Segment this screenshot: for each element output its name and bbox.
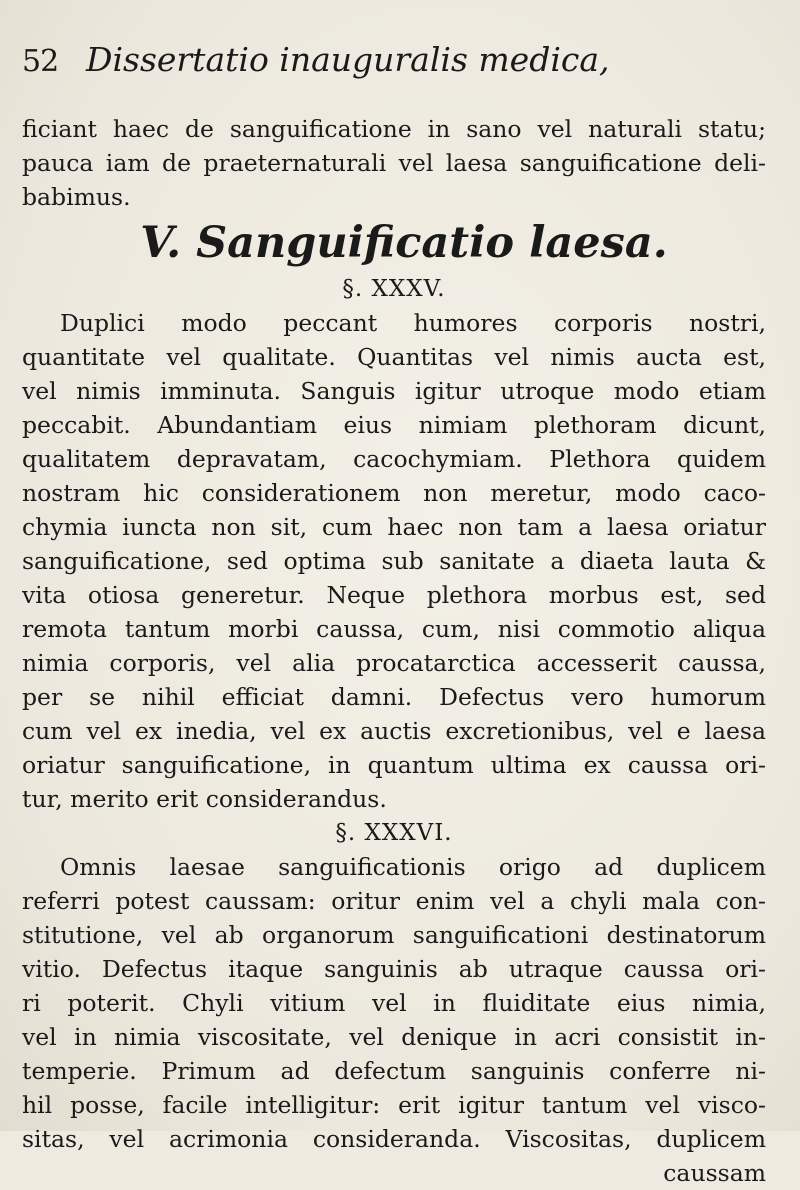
catchword: caussam — [663, 1159, 766, 1187]
text-line: sanguificatione, sed optima sub sanitate a diaeta lauta & — [22, 547, 766, 575]
text-line: pauca iam de praeternaturali vel laesa sanguificatione deli- — [22, 149, 766, 177]
text-line: temperie. Primum ad defectum sanguinis conferre ni- — [22, 1057, 766, 1085]
page-number: 52 — [22, 44, 59, 79]
text-body — [22, 112, 766, 1190]
paragraph-mark: §. XXXVI. — [335, 820, 453, 846]
text-line: stitutione, vel ab organorum sanguificationi destinatorum — [22, 921, 766, 949]
text-line: babimus. — [22, 183, 131, 211]
text-line: oriatur sanguificatione, in quantum ultima ex caussa ori- — [22, 751, 766, 779]
text-line: cum vel ex inedia, vel ex auctis excretionibus, vel e laesa — [22, 717, 766, 745]
paragraph-mark: §. XXXV. — [342, 276, 446, 302]
running-title: Dissertatio inauguralis medica, — [86, 40, 610, 79]
text-line: qualitatem depravatam, cacochymiam. Plethora quidem — [22, 445, 766, 473]
text-line: tur, merito erit considerandus. — [22, 785, 387, 813]
text-line: vitio. Defectus itaque sanguinis ab utraque caussa ori- — [22, 955, 766, 983]
page-header — [22, 40, 762, 90]
text-line: sitas, vel acrimonia consideranda. Viscositas, duplicem — [22, 1125, 766, 1153]
text-line: Duplici modo peccant humores corporis nostri, — [60, 309, 766, 337]
text-line: ri poterit. Chyli vitium vel in fluiditate eius nimia, — [22, 989, 766, 1017]
text-line: Omnis laesae sanguificationis origo ad duplicem — [60, 853, 766, 881]
text-line: per se nihil efficiat damni. Defectus vero humorum — [22, 683, 766, 711]
text-line: nimia corporis, vel alia procatarctica accesserit caussa, — [22, 649, 766, 677]
text-line: quantitate vel qualitate. Quantitas vel nimis aucta est, — [22, 343, 766, 371]
section-heading: V. Sanguificatio laesa. — [140, 218, 668, 268]
text-line: nostram hic considerationem non meretur, modo caco- — [22, 479, 766, 507]
text-line: remota tantum morbi caussa, cum, nisi commotio aliqua — [22, 615, 766, 643]
text-line: referri potest caussam: oritur enim vel a chyli mala con- — [22, 887, 766, 915]
text-line: vel nimis imminuta. Sanguis igitur utroque modo etiam — [22, 377, 766, 405]
text-line: peccabit. Abundantiam eius nimiam plethoram dicunt, — [22, 411, 766, 439]
text-line: hil posse, facile intelligitur: erit igitur tantum vel visco- — [22, 1091, 766, 1119]
text-line: vel in nimia viscositate, vel denique in acri consistit in- — [22, 1023, 766, 1051]
text-line: vita otiosa generetur. Neque plethora morbus est, sed — [22, 581, 766, 609]
text-line: ficiant haec de sanguificatione in sano vel naturali statu; — [22, 115, 766, 143]
text-line: chymia iuncta non sit, cum haec non tam a laesa oriatur — [22, 513, 766, 541]
